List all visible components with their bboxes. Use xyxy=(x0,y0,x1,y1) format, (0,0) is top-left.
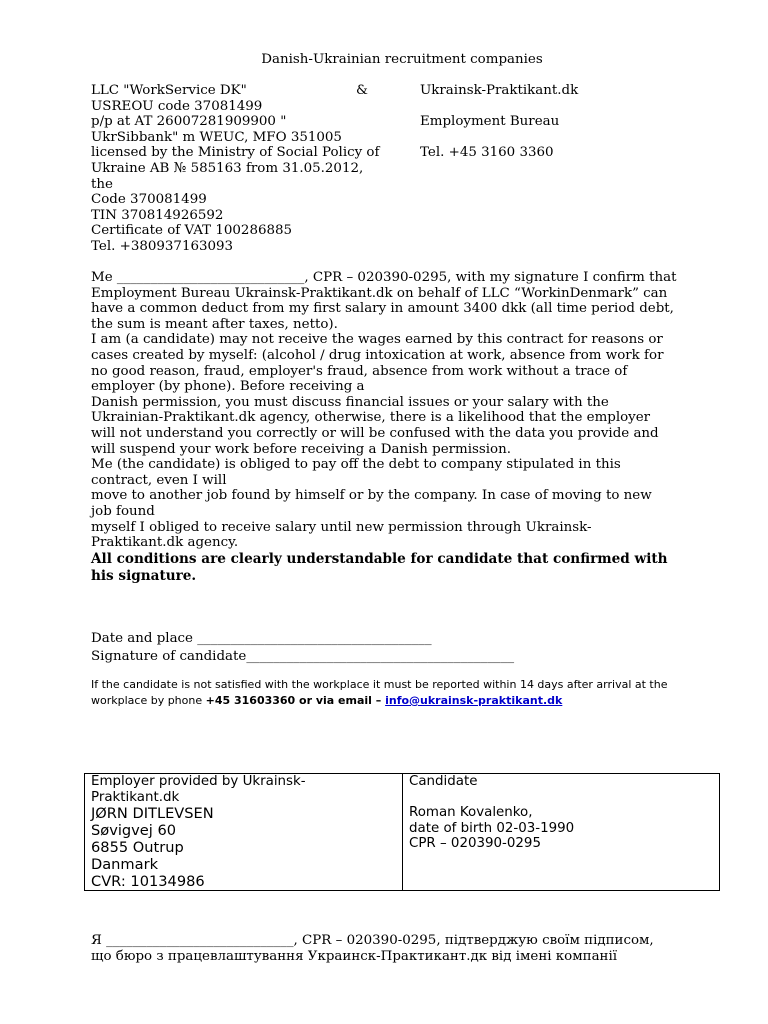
body-line: Ukrainian-Praktikant.dk agency, otherwise, there is a likelihood that the employer xyxy=(91,410,651,426)
signature-block xyxy=(91,630,514,666)
date-place-field: Date and place ___________________________________ xyxy=(91,631,432,646)
document-title: Danish-Ukrainian recruitment companies xyxy=(261,52,543,67)
body-line: myself I obliged to receive salary until new permission through Ukrainsk- xyxy=(91,519,592,535)
candidate-heading: Candidate xyxy=(409,774,478,789)
parties-table xyxy=(84,773,720,891)
company-right-type: Employment Bureau xyxy=(420,114,560,130)
ukrainian-line: Я ____________________________, CPR – 020390-0295, підтверджую своїм підписом, xyxy=(91,933,654,948)
company-left-line: Code 370081499 xyxy=(91,192,207,208)
candidate-line: CPR – 020390-0295 xyxy=(409,836,541,852)
ukrainian-text xyxy=(91,933,654,964)
company-right-name: Ukrainsk-Praktikant.dk xyxy=(420,83,579,98)
employer-line: JØRN DITLEVSEN xyxy=(91,805,214,823)
complaint-note xyxy=(91,677,667,709)
body-line: will suspend your work before receiving a Danish permission. xyxy=(91,441,511,457)
body-line: the sum is meant after taxes, netto). xyxy=(91,316,338,332)
body-line: contract, even I will xyxy=(91,472,227,488)
company-left-line: Tel. +380937163093 xyxy=(91,238,234,254)
company-left-line: licensed by the Ministry of Social Policy of xyxy=(91,145,380,161)
body-line: employer (by phone). Before receiving a xyxy=(91,379,365,395)
body-line: Employment Bureau Ukrainsk-Praktikant.dk on behalf of LLC “WorkinDenmark” can xyxy=(91,285,668,301)
body-line: have a common deduct from my first salary in amount 3400 dkk (all time period debt, xyxy=(91,301,674,317)
bold-statement-line: his signature. xyxy=(91,567,197,584)
email-link[interactable]: info@ukrainsk-praktikant.dk xyxy=(385,693,563,707)
body-line: job found xyxy=(91,503,155,519)
company-left-details xyxy=(91,83,421,255)
candidate-signature-field: Signature of candidate________________________________________ xyxy=(91,649,515,664)
company-left-line: TIN 370814926592 xyxy=(91,207,224,223)
employer-cell xyxy=(85,774,403,891)
note-prefix: workplace by phone xyxy=(91,693,206,707)
company-left-line: Certificate of VAT 100286885 xyxy=(91,223,293,239)
ukrainian-line: що бюро з працевлаштування Украинск-Практикант.дк від імені компанії xyxy=(91,948,618,964)
body-line: Me ____________________________, CPR – 020390-0295, with my signature I confirm that xyxy=(91,270,677,285)
company-left-line: USREOU code 37081499 xyxy=(91,98,263,114)
candidate-cell xyxy=(403,774,720,891)
candidate-line: date of birth 02-03-1990 xyxy=(409,820,575,836)
company-left-line: Ukraine AB № 585163 from 31.05.2012, xyxy=(91,160,364,176)
company-right-details xyxy=(420,83,578,161)
employer-line: Søvigvej 60 xyxy=(91,822,177,840)
note-phone: +45 31603360 or via email – xyxy=(205,693,386,707)
contract-body xyxy=(91,270,721,585)
employer-line: CVR: 10134986 xyxy=(91,873,205,891)
body-line: Danish permission, you must discuss financial issues or your salary with the xyxy=(91,394,609,410)
employer-heading: Praktikant.dk xyxy=(91,789,180,805)
body-line: Me (the candidate) is obliged to pay off the debt to company stipulated in this xyxy=(91,457,621,473)
company-left-line: p/p at AT 26007281909900 " xyxy=(91,114,287,130)
company-right-phone: Tel. +45 3160 3360 xyxy=(420,145,554,161)
body-line: no good reason, fraud, employer's fraud, absence from work without a trace of xyxy=(91,363,628,379)
employer-line: 6855 Outrup xyxy=(91,839,184,857)
company-left-line: the xyxy=(91,176,113,192)
candidate-line: Roman Kovalenko, xyxy=(409,805,533,821)
body-line: Praktikant.dk agency. xyxy=(91,535,239,551)
body-line: will not understand you correctly or will be confused with the data you provide and xyxy=(91,425,659,441)
note-line: If the candidate is not satisfied with the workplace it must be reported within 14 days after arrival at the xyxy=(91,678,668,691)
body-line: I am (a candidate) may not receive the wages earned by this contract for reasons or xyxy=(91,332,663,348)
body-line: cases created by myself: (alcohol / drug intoxication at work, absence from work for xyxy=(91,347,664,363)
company-left-line: LLC "WorkService DK" xyxy=(91,83,247,98)
employer-heading: Employer provided by Ukrainsk- xyxy=(91,774,306,789)
company-left-line: UkrSibbank" m WEUC, MFO 351005 xyxy=(91,129,342,145)
note-line xyxy=(91,693,667,709)
body-line: move to another job found by himself or by the company. In case of moving to new xyxy=(91,488,652,504)
employer-line: Danmark xyxy=(91,856,159,874)
bold-statement-line: All conditions are clearly understandable for candidate that confirmed with xyxy=(91,550,668,567)
ampersand: & xyxy=(356,83,368,98)
